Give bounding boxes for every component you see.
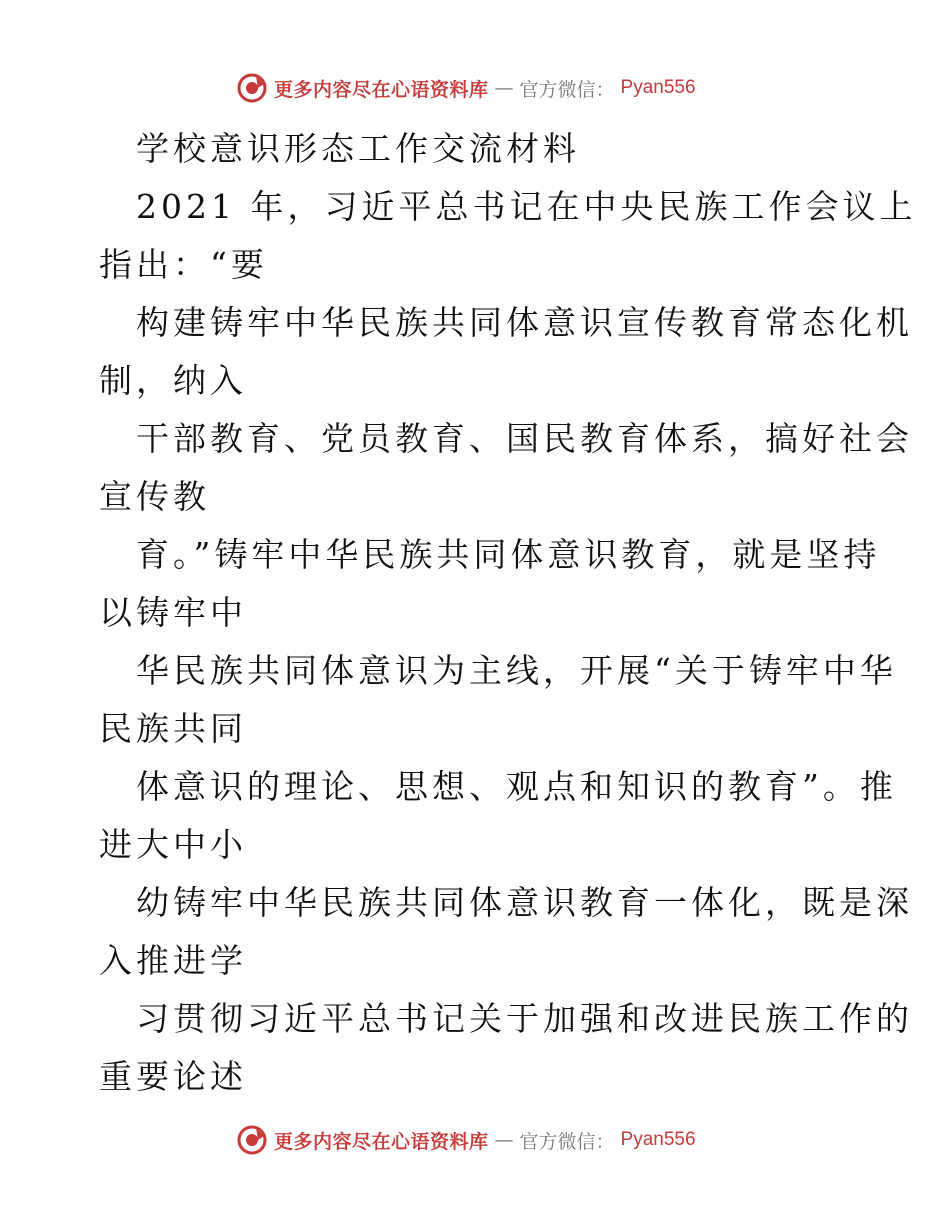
footer-watermark [236, 1124, 696, 1156]
paragraph-line: 习贯彻习近平总书记关于加强和改进民族工作的 [136, 999, 913, 1038]
watermark-brand: 更多内容尽在心语资料库 [274, 1130, 489, 1153]
paragraph-line: 育。”铸牢中华民族共同体意识教育，就是坚持 [136, 535, 881, 574]
paragraph-line: 体意识的理论、思想、观点和知识的教育”。推 [136, 767, 897, 806]
paragraph-line: 华民族共同体意识为主线，开展“关于铸牢中华 [136, 651, 897, 690]
paragraph-line: 指出：“要 [99, 245, 268, 284]
paragraph-line: 幼铸牢中华民族共同体意识教育一体化，既是深 [136, 883, 913, 922]
brand-logo-icon [236, 1124, 268, 1156]
document-body [99, 120, 917, 1106]
paragraph-line: 干部教育、党员教育、国民教育体系，搞好社会 [136, 419, 913, 458]
paragraph-line: 重要论述 [99, 1057, 247, 1096]
paragraph-line: 入推进学 [99, 941, 247, 980]
header-watermark [236, 72, 696, 104]
watermark-dash: — [494, 77, 514, 99]
paragraph-line: 制，纳入 [99, 361, 247, 400]
watermark-wechat-id: Pyan556 [620, 77, 696, 98]
paragraph-line: 民族共同 [99, 709, 247, 748]
watermark-label: 官方微信： [519, 1130, 615, 1153]
document-title: 学校意识形态工作交流材料 [136, 129, 580, 168]
paragraph-line: 2021 年，习近平总书记在中央民族工作会议上 [136, 187, 917, 226]
watermark-dash: — [494, 1129, 514, 1151]
paragraph-line: 以铸牢中 [99, 593, 247, 632]
paragraph-line: 宣传教 [99, 477, 210, 516]
brand-logo-icon [236, 72, 268, 104]
paragraph-line: 进大中小 [99, 825, 247, 864]
watermark-wechat-id: Pyan556 [620, 1129, 696, 1150]
watermark-brand: 更多内容尽在心语资料库 [274, 78, 489, 101]
watermark-label: 官方微信： [519, 78, 615, 101]
paragraph-line: 构建铸牢中华民族共同体意识宣传教育常态化机 [136, 303, 913, 342]
